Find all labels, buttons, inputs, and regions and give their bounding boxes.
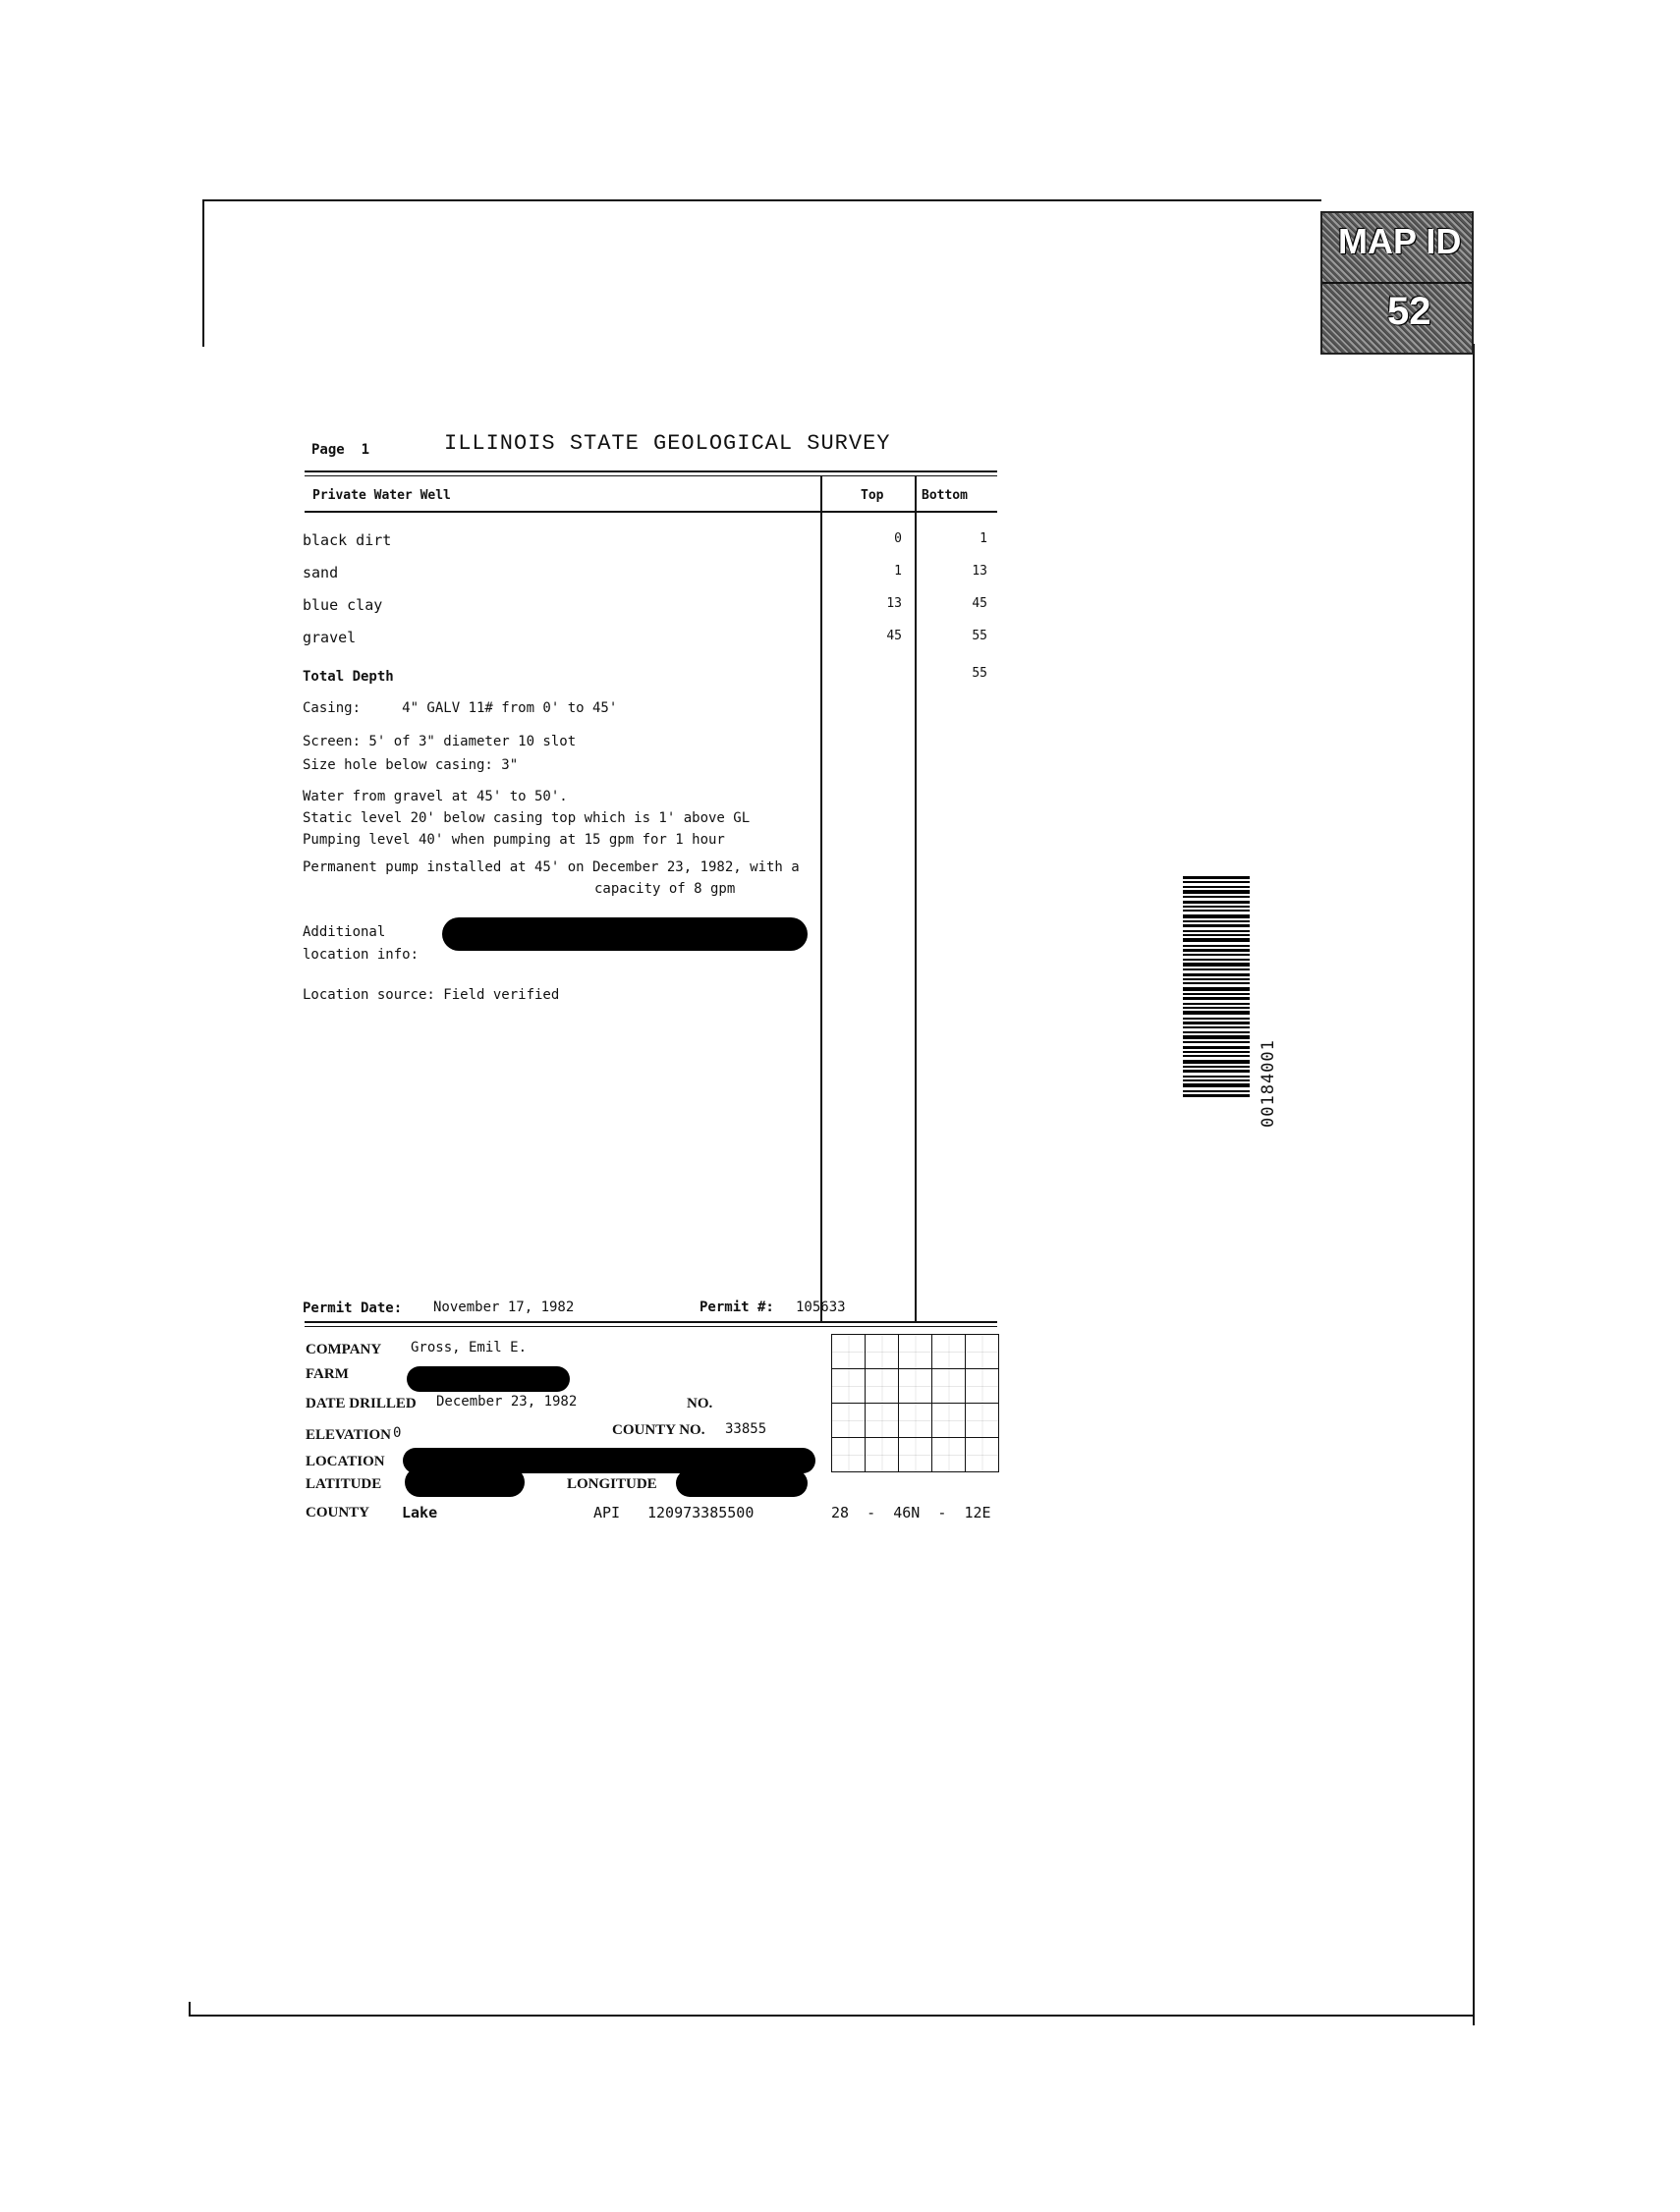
strata-bottom: 13: [972, 564, 987, 579]
strata-top: 13: [886, 596, 902, 611]
township-range: 28 - 46N - 12E: [831, 1504, 991, 1521]
permit-number-value: 105633: [796, 1300, 846, 1315]
strata-bottom: 55: [972, 629, 987, 643]
total-depth-label: Total Depth: [303, 669, 394, 685]
farm-label: FARM: [306, 1366, 349, 1382]
redaction-longitude: [676, 1469, 808, 1497]
static-level-note: Static level 20' below casing top which is 1' above GL: [303, 810, 751, 826]
frame-top-line: [203, 199, 1321, 201]
strata-top: 45: [886, 629, 902, 643]
page-number: Page 1: [311, 442, 370, 458]
column-header-bottom: Bottom: [922, 488, 968, 503]
casing-note: Casing: 4" GALV 11# from 0' to 45': [303, 700, 618, 716]
title-rule-1: [305, 470, 997, 472]
pumping-level-note: Pumping level 40' when pumping at 15 gpm for 1 hour: [303, 832, 725, 848]
strata-name: gravel: [303, 629, 357, 646]
county-number-value: 33855: [725, 1421, 767, 1437]
column-header-top: Top: [861, 488, 884, 503]
barcode-number: 00184001: [1259, 1039, 1278, 1128]
company-value: Gross, Emil E.: [411, 1340, 528, 1355]
strata-bottom: 1: [980, 531, 987, 546]
date-drilled-label: DATE DRILLED: [306, 1396, 417, 1411]
document-title: ILLINOIS STATE GEOLOGICAL SURVEY: [444, 431, 891, 456]
header-underline: [305, 511, 997, 513]
total-depth-value: 55: [972, 666, 987, 681]
latitude-label: LATITUDE: [306, 1476, 382, 1492]
redaction-farm: [407, 1366, 570, 1392]
column-divider-bottom: [915, 476, 917, 1323]
column-header-description: Private Water Well: [312, 488, 451, 503]
county-label: COUNTY: [306, 1505, 370, 1521]
elevation-label: ELEVATION: [306, 1427, 391, 1443]
additional-location-label: Additional: [303, 924, 386, 940]
strata-top: 0: [894, 531, 902, 546]
water-from-note: Water from gravel at 45' to 50'.: [303, 789, 568, 804]
longitude-label: LONGITUDE: [567, 1476, 657, 1492]
capacity-note: capacity of 8 gpm: [594, 881, 736, 897]
frame-left-line: [202, 199, 204, 347]
permanent-pump-note: Permanent pump installed at 45' on December 23, 1982, with a: [303, 859, 800, 875]
strata-top: 1: [894, 564, 902, 579]
size-hole-note: Size hole below casing: 3": [303, 757, 519, 773]
api-label: API: [593, 1504, 621, 1521]
column-divider-top: [820, 476, 822, 1323]
map-id-number: 52: [1387, 290, 1431, 333]
location-source-note: Location source: Field verified: [303, 987, 560, 1003]
permit-date-label: Permit Date:: [303, 1300, 403, 1316]
additional-location-label-2: location info:: [303, 947, 420, 963]
elevation-value: 0: [393, 1425, 402, 1441]
section-grid: [831, 1334, 999, 1472]
strata-name: sand: [303, 564, 339, 581]
strata-name: blue clay: [303, 596, 383, 614]
stamp-divider: [1322, 282, 1472, 284]
screen-note: Screen: 5' of 3" diameter 10 slot: [303, 734, 577, 749]
title-rule-2: [305, 475, 997, 476]
number-label: NO.: [687, 1396, 713, 1411]
strata-bottom: 45: [972, 596, 987, 611]
strata-name: black dirt: [303, 531, 392, 549]
company-label: COMPANY: [306, 1342, 382, 1357]
frame-bottom-tick: [189, 2002, 191, 2016]
map-id-stamp: [1320, 211, 1474, 355]
county-number-label: COUNTY NO.: [612, 1422, 705, 1438]
date-drilled-value: December 23, 1982: [436, 1394, 578, 1410]
permit-rule-2: [305, 1326, 997, 1327]
permit-date-value: November 17, 1982: [433, 1300, 575, 1315]
redaction-latitude: [405, 1467, 525, 1497]
map-id-label: MAP ID: [1338, 221, 1462, 261]
permit-rule-1: [305, 1321, 997, 1323]
permit-number-label: Permit #:: [700, 1300, 774, 1315]
api-value: 120973385500: [647, 1504, 755, 1521]
frame-bottom-line: [189, 2015, 1475, 2017]
location-label: LOCATION: [306, 1454, 385, 1469]
county-value: Lake: [402, 1504, 438, 1521]
barcode: [1183, 876, 1250, 1099]
redaction-additional-location: [442, 917, 808, 951]
frame-right-line: [1473, 344, 1475, 2025]
